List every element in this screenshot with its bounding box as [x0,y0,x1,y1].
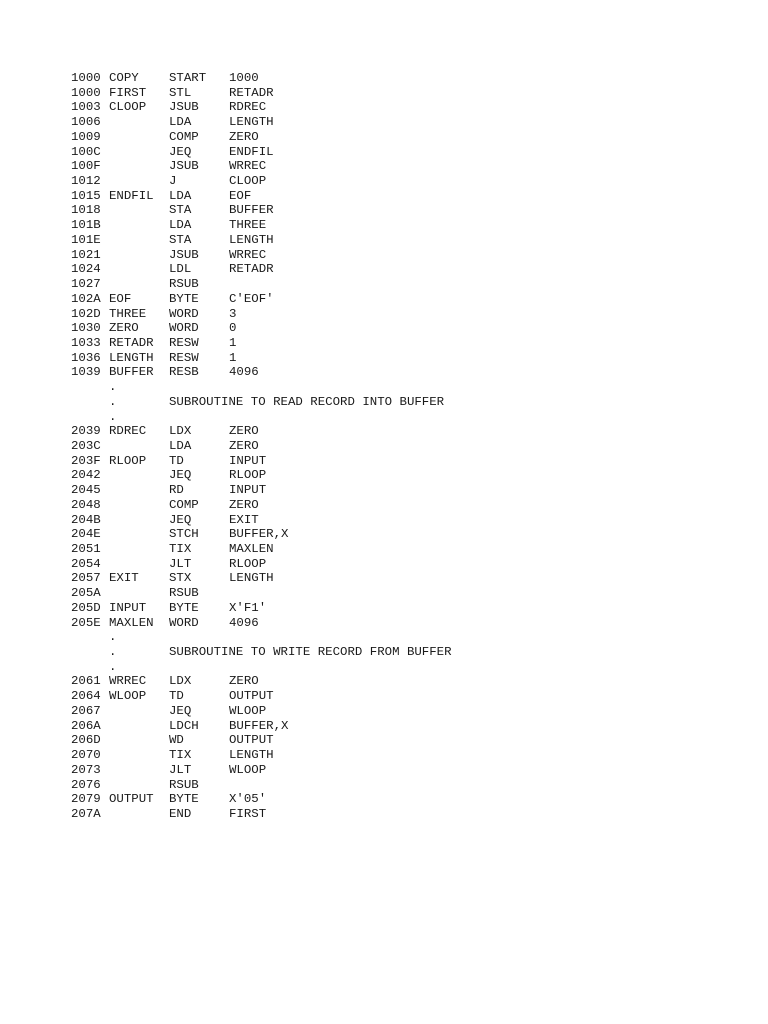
label-field: EXIT [109,571,139,586]
comment-marker: . [109,645,117,660]
location-counter: 2057 [71,571,101,586]
operand-field: OUTPUT [229,689,274,704]
label-field: RLOOP [109,453,147,468]
opcode-field: STA [169,203,192,218]
listing-row [71,468,731,483]
listing-row [71,218,731,233]
label-field: BUFFER [109,365,154,380]
listing-row [71,248,731,263]
opcode-field: START [169,71,207,85]
listing-row [71,748,731,763]
label-field: COPY [109,71,139,85]
comment-line [71,660,731,675]
operand-field: BUFFER,X [229,527,289,542]
operand-field: RLOOP [229,468,267,483]
comment-text: SUBROUTINE TO READ RECORD INTO BUFFER [169,394,445,409]
location-counter: 1030 [71,321,101,336]
operand-field: 3 [229,306,237,321]
operand-field: MAXLEN [229,542,274,556]
listing-row [71,321,731,336]
location-counter: 205A [71,586,101,601]
label-field: WLOOP [109,689,147,704]
operand-field: ENDFIL [229,144,274,159]
comment-text: SUBROUTINE TO WRITE RECORD FROM BUFFER [169,645,452,660]
opcode-field: LDX [169,674,192,689]
operand-field: 1 [229,335,237,350]
operand-field: EOF [229,188,252,203]
comment-line [71,630,731,645]
location-counter: 101E [71,232,101,247]
listing-row [71,719,731,734]
operand-field: ZERO [229,497,259,512]
label-field: RDREC [109,424,147,439]
listing-row [71,616,731,631]
operand-field: OUTPUT [229,733,274,748]
listing-row [71,807,731,822]
location-counter: 100C [71,144,101,159]
comment-line [71,645,731,660]
location-counter: 2039 [71,424,101,439]
operand-field: X'F1' [229,600,267,615]
comment-line [71,410,731,425]
opcode-field: LDL [169,262,192,277]
location-counter: 2045 [71,483,101,498]
comment-line [71,395,731,410]
opcode-field: JEQ [169,703,192,718]
opcode-field: LDA [169,218,192,233]
location-counter: 1003 [71,100,101,115]
operand-field: 0 [229,321,237,336]
label-field: LENGTH [109,350,154,365]
operand-field: 1000 [229,71,259,85]
operand-field: WLOOP [229,762,267,777]
opcode-field: END [169,806,192,821]
location-counter: 1009 [71,129,101,144]
location-counter: 1000 [71,71,101,85]
opcode-field: STA [169,232,192,247]
comment-line [71,380,731,395]
opcode-field: TD [169,453,184,468]
opcode-field: WORD [169,306,199,321]
label-field: ENDFIL [109,188,154,203]
listing-row [71,704,731,719]
label-field: ZERO [109,321,139,336]
listing-row [71,483,731,498]
comment-marker: . [109,409,117,424]
opcode-field: TIX [169,748,192,763]
opcode-field: LDCH [169,718,199,733]
label-field: INPUT [109,600,147,615]
operand-field: ZERO [229,674,259,689]
location-counter: 205E [71,615,101,630]
listing-row [71,336,731,351]
opcode-field: RSUB [169,777,199,792]
location-counter: 2073 [71,762,101,777]
listing-row [71,145,731,160]
location-counter: 2079 [71,792,101,807]
location-counter: 2061 [71,674,101,689]
opcode-field: JEQ [169,512,192,527]
comment-marker: . [109,630,117,645]
opcode-field: WORD [169,615,199,630]
location-counter: 1018 [71,203,101,218]
operand-field: RETADR [229,262,274,277]
location-counter: 1027 [71,277,101,292]
opcode-field: JEQ [169,144,192,159]
location-counter: 207A [71,806,101,821]
listing-row [71,424,731,439]
opcode-field: BYTE [169,792,199,807]
location-counter: 204E [71,527,101,542]
operand-field: FIRST [229,806,267,821]
operand-field: LENGTH [229,748,274,763]
location-counter: 203F [71,453,101,468]
listing-row [71,527,731,542]
listing-row [71,159,731,174]
operand-field: WRREC [229,159,267,174]
label-field: CLOOP [109,100,147,115]
listing-row [71,792,731,807]
listing-row [71,601,731,616]
location-counter: 205D [71,600,101,615]
operand-field: 4096 [229,365,259,380]
listing-row [71,189,731,204]
opcode-field: JLT [169,556,192,571]
location-counter: 206D [71,733,101,748]
listing-row [71,262,731,277]
operand-field: WRREC [229,247,267,262]
opcode-field: LDA [169,115,192,130]
listing-row [71,454,731,469]
location-counter: 203C [71,438,101,453]
listing-row [71,307,731,322]
operand-field: 1 [229,350,237,365]
operand-field: BUFFER,X [229,718,289,733]
operand-field: THREE [229,218,267,233]
operand-field: ZERO [229,129,259,144]
location-counter: 2054 [71,556,101,571]
opcode-field: WD [169,733,184,748]
assembly-listing [71,71,731,822]
opcode-field: BYTE [169,600,199,615]
label-field: FIRST [109,85,147,100]
operand-field: C'EOF' [229,291,274,306]
comment-marker: . [109,380,117,395]
listing-row [71,130,731,145]
opcode-field: JSUB [169,247,199,262]
opcode-field: STCH [169,527,199,542]
listing-row [71,86,731,101]
operand-field: WLOOP [229,703,267,718]
opcode-field: LDX [169,424,192,439]
opcode-field: JSUB [169,159,199,174]
listing-row [71,689,731,704]
location-counter: 1039 [71,365,101,380]
label-field: THREE [109,306,147,321]
opcode-field: RSUB [169,277,199,292]
operand-field: EXIT [229,512,259,527]
listing-row [71,542,731,557]
label-field: OUTPUT [109,792,154,807]
listing-row [71,557,731,572]
label-field: RETADR [109,335,154,350]
opcode-field: RD [169,483,184,498]
listing-row [71,174,731,189]
opcode-field: RESW [169,335,199,350]
listing-row [71,203,731,218]
listing-row [71,277,731,292]
location-counter: 101B [71,218,101,233]
operand-field: BUFFER [229,203,274,218]
opcode-field: LDA [169,438,192,453]
location-counter: 100F [71,159,101,174]
opcode-field: WORD [169,321,199,336]
listing-row [71,100,731,115]
listing-row [71,778,731,793]
location-counter: 1015 [71,188,101,203]
opcode-field: TIX [169,542,192,556]
location-counter: 1000 [71,85,101,100]
operand-field: RETADR [229,85,274,100]
location-counter: 2064 [71,689,101,704]
listing-row [71,115,731,130]
opcode-field: LDA [169,188,192,203]
operand-field: LENGTH [229,115,274,130]
operand-field: X'05' [229,792,267,807]
operand-field: RLOOP [229,556,267,571]
opcode-field: TD [169,689,184,704]
comment-marker: . [109,659,117,674]
location-counter: 1006 [71,115,101,130]
listing-row [71,513,731,528]
opcode-field: JLT [169,762,192,777]
listing-row [71,292,731,307]
opcode-field: RSUB [169,586,199,601]
opcode-field: COMP [169,497,199,512]
location-counter: 2051 [71,542,101,556]
location-counter: 1024 [71,262,101,277]
listing-row [71,586,731,601]
opcode-field: RESW [169,350,199,365]
listing-row [71,365,731,380]
listing-row [71,71,731,86]
operand-field: ZERO [229,424,259,439]
location-counter: 206A [71,718,101,733]
comment-marker: . [109,394,117,409]
listing-row [71,733,731,748]
listing-row [71,674,731,689]
operand-field: INPUT [229,453,267,468]
label-field: WRREC [109,674,147,689]
listing-row [71,233,731,248]
operand-field: RDREC [229,100,267,115]
location-counter: 2076 [71,777,101,792]
opcode-field: BYTE [169,291,199,306]
operand-field: CLOOP [229,174,267,189]
opcode-field: COMP [169,129,199,144]
listing-row [71,439,731,454]
location-counter: 102D [71,306,101,321]
label-field: EOF [109,291,132,306]
opcode-field: STL [169,85,192,100]
location-counter: 1036 [71,350,101,365]
location-counter: 2067 [71,703,101,718]
operand-field: 4096 [229,615,259,630]
opcode-field: J [169,174,177,189]
listing-row [71,351,731,366]
operand-field: ZERO [229,438,259,453]
listing-row [71,571,731,586]
label-field: MAXLEN [109,615,154,630]
location-counter: 204B [71,512,101,527]
operand-field: INPUT [229,483,267,498]
listing-row [71,498,731,513]
opcode-field: RESB [169,365,199,380]
opcode-field: STX [169,571,192,586]
operand-field: LENGTH [229,571,274,586]
location-counter: 2048 [71,497,101,512]
location-counter: 2042 [71,468,101,483]
opcode-field: JSUB [169,100,199,115]
location-counter: 1021 [71,247,101,262]
opcode-field: JEQ [169,468,192,483]
location-counter: 1033 [71,335,101,350]
location-counter: 1012 [71,174,101,189]
operand-field: LENGTH [229,232,274,247]
location-counter: 2070 [71,748,101,763]
listing-row [71,763,731,778]
location-counter: 102A [71,291,101,306]
